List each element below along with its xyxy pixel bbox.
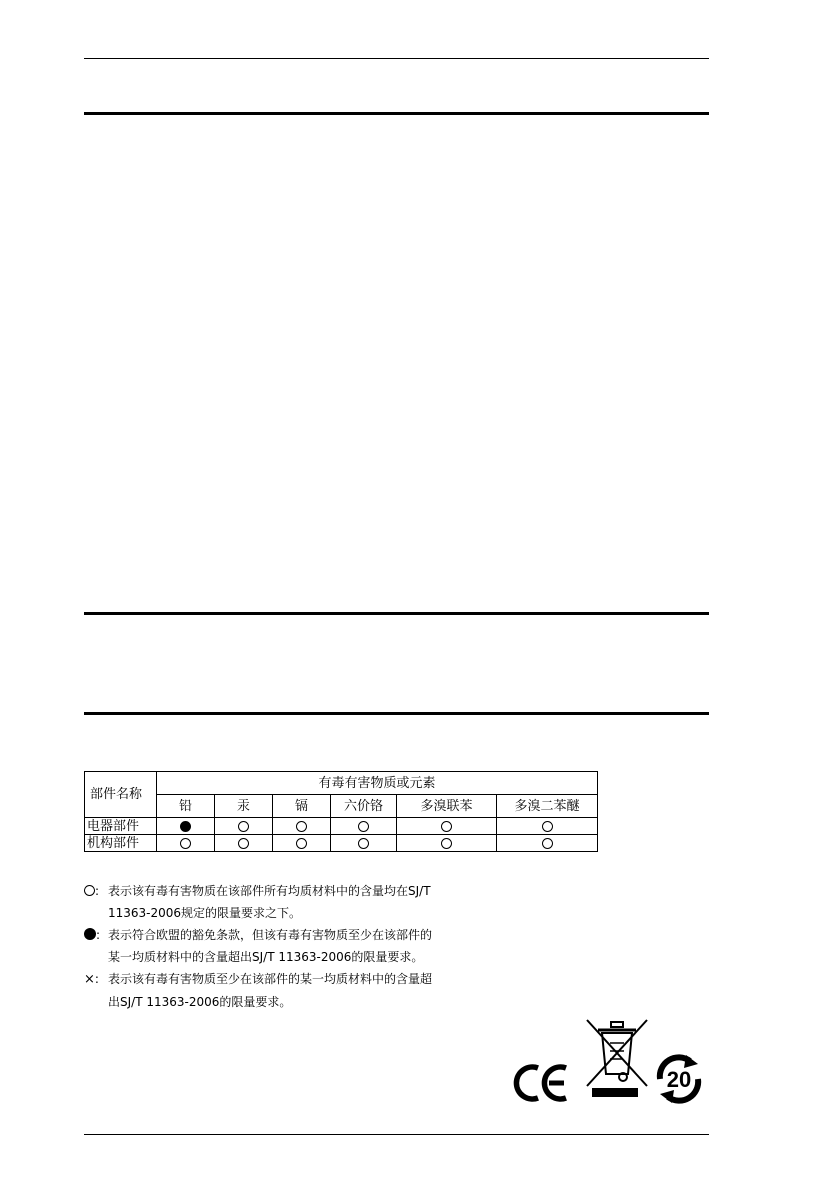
open-circle-icon	[296, 838, 307, 849]
column-header-lead: 铅	[157, 795, 215, 818]
hazardous-substance-table	[84, 771, 598, 852]
legend-x-text-1: 表示该有毒有害物质至少在该部件的某一均质材料中的含量超	[108, 972, 433, 986]
part-name-header: 部件名称	[85, 772, 157, 818]
cross-icon: ×	[84, 972, 95, 987]
column-header-hexavalent-chromium: 六价铬	[331, 795, 397, 818]
table-cell	[215, 818, 273, 835]
legend-item-filled: : 表示符合欧盟的豁免条款，但该有毒有害物质至少在该部件的	[84, 924, 514, 946]
table-cell	[273, 818, 331, 835]
row-part-name: 机构部件	[85, 835, 157, 852]
legend-x-text-2: 出SJ/T 11363-2006的限量要求。	[108, 995, 292, 1009]
table-cell	[397, 835, 497, 852]
legend-filled-text-1: 表示符合欧盟的豁免条款，但该有毒有害物质至少在该部件的	[108, 928, 433, 942]
legend-open-text-2: 11363-2006规定的限量要求之下。	[108, 906, 302, 920]
table-cell	[215, 835, 273, 852]
open-circle-icon	[238, 821, 249, 832]
open-circle-icon	[441, 838, 452, 849]
section-rule-3	[84, 712, 709, 715]
table-cell	[273, 835, 331, 852]
table-cell	[497, 818, 598, 835]
column-header-pbb: 多溴联苯	[397, 795, 497, 818]
section-rule-2	[84, 612, 709, 615]
column-header-mercury: 汞	[215, 795, 273, 818]
legend-item-x: ×: 表示该有毒有害物质至少在该部件的某一均质材料中的含量超	[84, 968, 514, 991]
section-rule-1	[84, 112, 709, 115]
open-circle-icon	[238, 838, 249, 849]
table-cell	[331, 818, 397, 835]
table-row	[85, 835, 598, 852]
ce-mark-icon	[512, 1064, 570, 1106]
column-header-cadmium: 镉	[273, 795, 331, 818]
row-part-name: 电器部件	[85, 818, 157, 835]
table-cell	[331, 835, 397, 852]
table-cell	[157, 835, 215, 852]
table-cell	[157, 818, 215, 835]
efup-recycle-icon	[650, 1052, 708, 1110]
efup-number: 20	[666, 1067, 692, 1092]
open-circle-icon	[542, 838, 553, 849]
filled-circle-icon	[84, 928, 96, 940]
open-circle-icon	[441, 821, 452, 832]
symbol-legend	[84, 880, 514, 1013]
open-circle-icon	[542, 821, 553, 832]
open-circle-icon	[296, 821, 307, 832]
table-cell	[497, 835, 598, 852]
legend-item-open: : 表示该有毒有害物质在该部件所有均质材料中的含量均在SJ/T	[84, 880, 514, 902]
table-cell	[397, 818, 497, 835]
open-circle-icon	[180, 838, 191, 849]
filled-circle-icon	[180, 821, 191, 832]
legend-filled-text-2: 某一均质材料中的含量超出SJ/T 11363-2006的限量要求。	[108, 950, 424, 964]
column-header-pbde: 多溴二苯醚	[497, 795, 598, 818]
footer-rule	[84, 1134, 709, 1135]
weee-bin-icon	[585, 1018, 649, 1104]
table-row	[85, 818, 598, 835]
legend-open-text-1: 表示该有毒有害物质在该部件所有均质材料中的含量均在SJ/T	[108, 884, 431, 898]
substance-group-header: 有毒有害物质或元素	[157, 772, 598, 795]
open-circle-icon	[358, 821, 369, 832]
header-rule	[84, 58, 709, 59]
open-circle-icon	[84, 885, 95, 896]
open-circle-icon	[358, 838, 369, 849]
